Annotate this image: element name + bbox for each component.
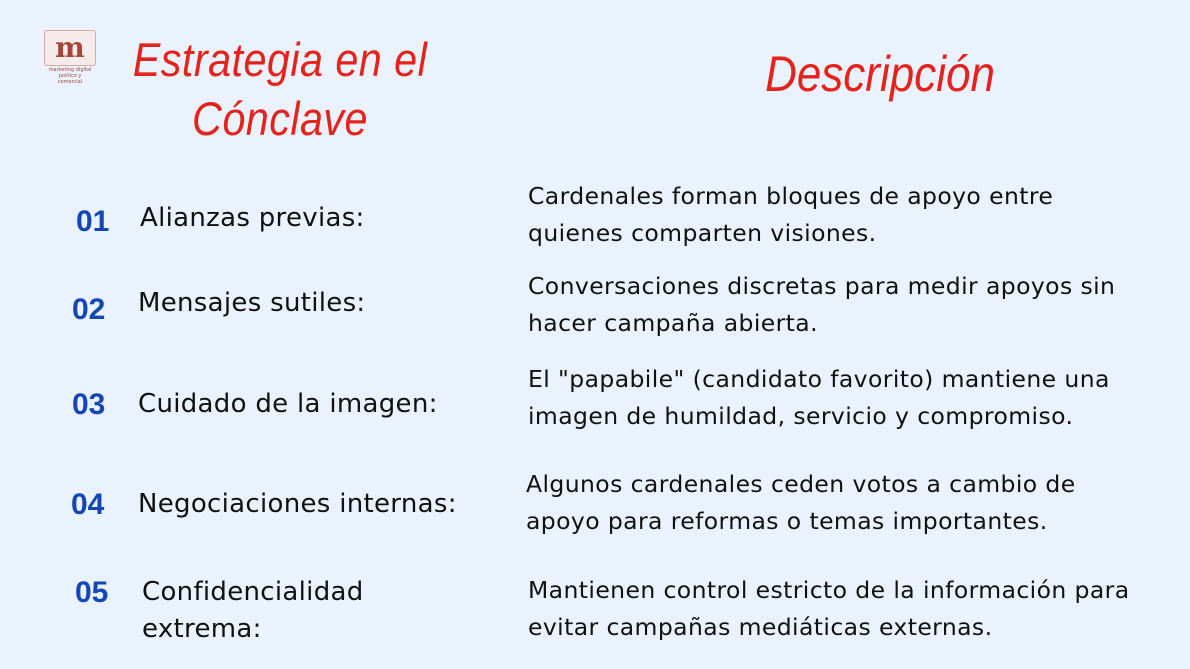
strategy-heading-line-2: Cónclave <box>192 92 368 145</box>
row-description-05-line-2: evitar campañas mediáticas externas. <box>528 613 993 641</box>
logo-caption-line: marketing digital político y <box>48 67 92 79</box>
strategy-column-heading <box>130 30 429 148</box>
row-description-03-line-1: El "papabile" (candidato favorito) mantiene una <box>528 365 1110 393</box>
row-number-01: 01 <box>76 205 110 238</box>
logo-mark <box>44 30 96 66</box>
row-description-01-line-2: quienes comparten visiones. <box>528 219 877 247</box>
row-label-05-line-2: extrema: <box>142 614 262 644</box>
description-column-heading: Descripción <box>765 46 995 102</box>
row-number-03: 03 <box>72 388 106 421</box>
logo-caption <box>42 67 98 85</box>
row-label-05-line-1: Confidencialidad <box>142 577 364 607</box>
row-description-05-line-1: Mantienen control estricto de la información para <box>528 576 1130 604</box>
row-description-01 <box>528 178 1188 252</box>
row-description-05 <box>528 572 1188 646</box>
row-description-03 <box>528 361 1188 435</box>
row-description-02-line-1: Conversaciones discretas para medir apoyos sin <box>528 272 1116 300</box>
row-number-04: 04 <box>71 488 105 521</box>
row-description-04 <box>526 466 1186 540</box>
row-label-03: Cuidado de la imagen: <box>138 389 438 419</box>
strategy-heading-line-1: Estrategia en el <box>132 33 428 86</box>
row-label-05 <box>142 574 364 648</box>
row-description-01-line-1: Cardenales forman bloques de apoyo entre <box>528 182 1054 210</box>
row-description-04-line-1: Algunos cardenales ceden votos a cambio de <box>526 470 1076 498</box>
row-number-02: 02 <box>72 293 106 326</box>
row-number-05: 05 <box>75 576 109 609</box>
row-description-02-line-2: hacer campaña abierta. <box>528 309 818 337</box>
row-description-04-line-2: apoyo para reformas o temas importantes. <box>526 507 1048 535</box>
row-label-01: Alianzas previas: <box>140 203 365 233</box>
row-label-02: Mensajes sutiles: <box>138 288 366 318</box>
brand-logo <box>44 30 96 88</box>
logo-caption-sub: comercial <box>57 79 83 85</box>
logo-letter: m <box>55 31 85 64</box>
row-description-03-line-2: imagen de humildad, servicio y compromiso. <box>528 402 1074 430</box>
row-label-04: Negociaciones internas: <box>138 489 457 519</box>
row-description-02 <box>528 268 1188 342</box>
